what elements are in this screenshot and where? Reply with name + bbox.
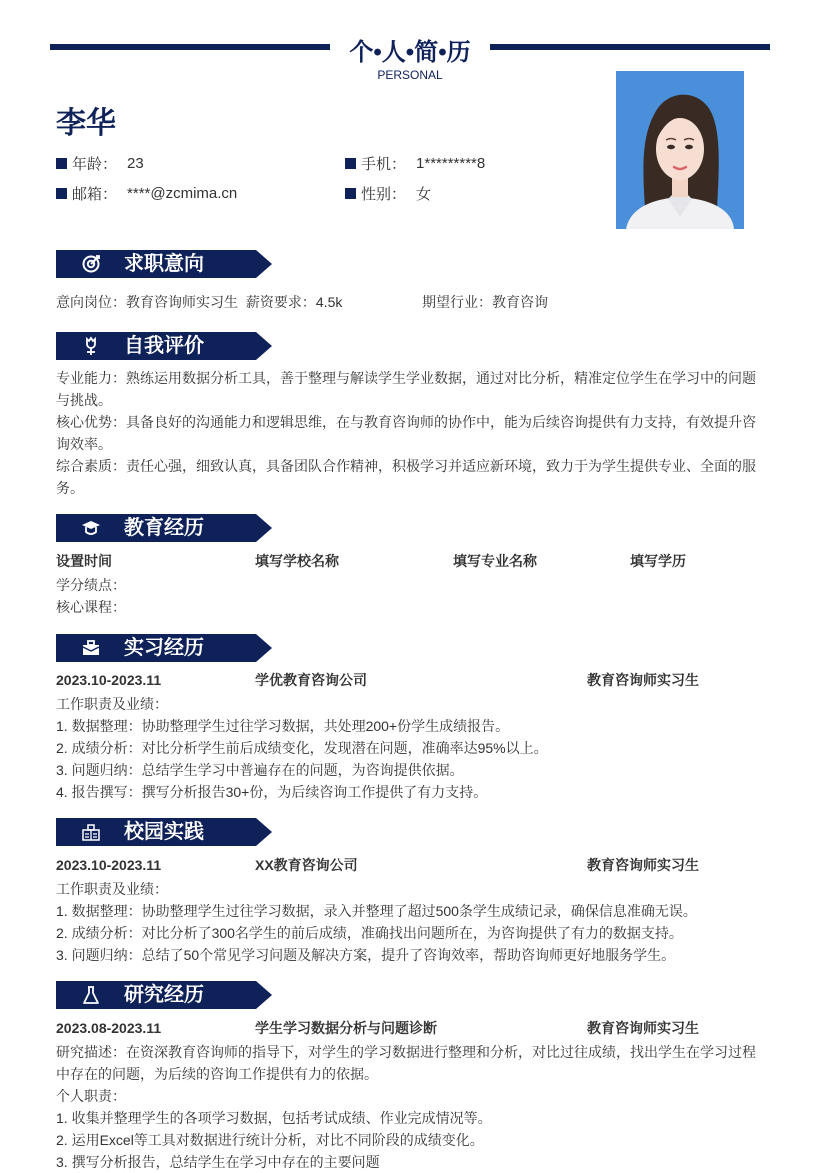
education-major: 填写专业名称 (453, 553, 537, 569)
campus-intro: 工作职责及业绩： (56, 881, 168, 897)
education-row (56, 550, 768, 572)
job-intent-line (56, 291, 768, 313)
research-role: 教育咨询师实习生 (587, 1020, 699, 1036)
self-eval-paragraph: 专业能力：熟练运用数据分析工具，善于整理与解读学生学业数据，通过对比分析，精准定位学生在学习中的问题与挑战。 (56, 370, 756, 408)
internship-item: 2. 成绩分析：对比分析学生前后成绩变化，发现潜在问题，准确率达95%以上。 (56, 740, 548, 756)
research-item: 1. 收集并整理学生的各项学习数据，包括考试成绩、作业完成情况等。 (56, 1110, 492, 1126)
research-description: 研究描述：在资深教育咨询师的指导下，对学生的学习数据进行整理和分析，对比过往成绩，找出学生在学习过程中存在的问题，为后续的咨询工作提供有力的依据。 (56, 1044, 756, 1082)
research-item: 3. 撰写分析报告，总结学生在学习中存在的主要问题 (56, 1154, 380, 1170)
internship-item: 3. 问题归纳：总结学生学习中普遍存在的问题，为咨询提供依据。 (56, 762, 464, 778)
campus-row (56, 854, 768, 876)
info-email: 邮箱： ****@zcmima.cn (56, 183, 237, 204)
campus-role: 教育咨询师实习生 (587, 857, 699, 873)
bullet-square-icon (56, 158, 67, 169)
campus-item: 3. 问题归纳：总结了50个常见学习问题及解决方案，提升了咨询效率，帮助咨询师更好地服务学生。 (56, 947, 676, 963)
info-age: 年龄： 23 (56, 153, 144, 174)
internship-role: 教育咨询师实习生 (587, 672, 699, 688)
title-divider-right (490, 44, 770, 50)
flower-icon (80, 336, 102, 356)
info-gender: 性别： 女 (345, 183, 431, 204)
internship-item: 1. 数据整理：协助整理学生过往学习数据，共处理200+份学生成绩报告。 (56, 718, 510, 734)
intent-position: 意向岗位：教育咨询师实习生 (56, 294, 238, 310)
section-title: 自我评价 (124, 335, 204, 357)
bullet-square-icon (345, 188, 356, 199)
research-row (56, 1017, 768, 1039)
intent-industry: 期望行业：教育咨询 (422, 294, 548, 310)
campus-time: 2023.10-2023.11 (56, 857, 162, 873)
internship-row (56, 669, 768, 691)
title-divider-left (50, 44, 330, 50)
section-title: 研究经历 (124, 984, 204, 1006)
resume-title-row (50, 30, 770, 66)
intent-salary: 薪资要求：4.5k (245, 294, 343, 310)
education-time: 设置时间 (56, 553, 112, 569)
internship-time: 2023.10-2023.11 (56, 672, 162, 688)
research-time: 2023.08-2023.11 (56, 1020, 162, 1036)
section-title: 实习经历 (124, 637, 204, 659)
section-header-job-intent (56, 250, 272, 278)
target-icon (80, 254, 102, 274)
education-courses: 核心课程： (56, 599, 126, 615)
section-title: 教育经历 (124, 517, 204, 539)
education-school: 填写学校名称 (255, 553, 339, 569)
internship-company: 学优教育咨询公司 (255, 672, 367, 688)
research-duty-label: 个人职责： (56, 1088, 126, 1104)
section-header-campus-practice (56, 818, 272, 846)
resume-title: 个•人•简•历 (349, 39, 471, 66)
section-header-education (56, 514, 272, 542)
briefcase-icon (80, 638, 102, 658)
campus-company: XX教育咨询公司 (255, 857, 358, 873)
profile-photo (616, 71, 744, 229)
graduation-cap-icon (80, 518, 102, 538)
campus-item: 2. 成绩分析：对比分析了300名学生的前后成绩，准确找出问题所在，为咨询提供了有力的数据支持。 (56, 925, 683, 941)
campus-item: 1. 数据整理：协助整理学生过往学习数据，录入并整理了超过500条学生成绩记录，确保信息准确无误。 (56, 903, 697, 919)
flask-icon (80, 985, 102, 1005)
research-project: 学生学习数据分析与问题诊断 (255, 1020, 437, 1036)
education-degree: 填写学历 (630, 553, 686, 569)
section-header-research (56, 981, 272, 1009)
internship-intro: 工作职责及业绩： (56, 696, 168, 712)
section-header-internship (56, 634, 272, 662)
internship-item: 4. 报告撰写：撰写分析报告30+份，为后续咨询工作提供了有力支持。 (56, 784, 488, 800)
research-item: 2. 运用Excel等工具对数据进行统计分析，对比不同阶段的成绩变化。 (56, 1132, 484, 1148)
section-header-self-evaluation (56, 332, 272, 360)
education-gpa: 学分绩点： (56, 577, 126, 593)
bullet-square-icon (345, 158, 356, 169)
self-eval-paragraph: 核心优势：具备良好的沟通能力和逻辑思维，在与教育咨询师的协作中，能为后续咨询提供有力支持，有效提升咨询效率。 (56, 414, 756, 452)
school-building-icon (80, 822, 102, 842)
section-title: 求职意向 (124, 253, 204, 275)
candidate-name: 李华 (56, 107, 116, 140)
info-phone: 手机： 1*********8 (345, 153, 485, 174)
portrait-illustration (616, 71, 744, 229)
section-title: 校园实践 (124, 821, 204, 843)
self-eval-paragraph: 综合素质：责任心强，细致认真，具备团队合作精神，积极学习并适应新环境，致力于为学生提供专业、全面的服务。 (56, 458, 756, 496)
resume-subtitle: PERSONAL (377, 68, 443, 82)
bullet-square-icon (56, 188, 67, 199)
